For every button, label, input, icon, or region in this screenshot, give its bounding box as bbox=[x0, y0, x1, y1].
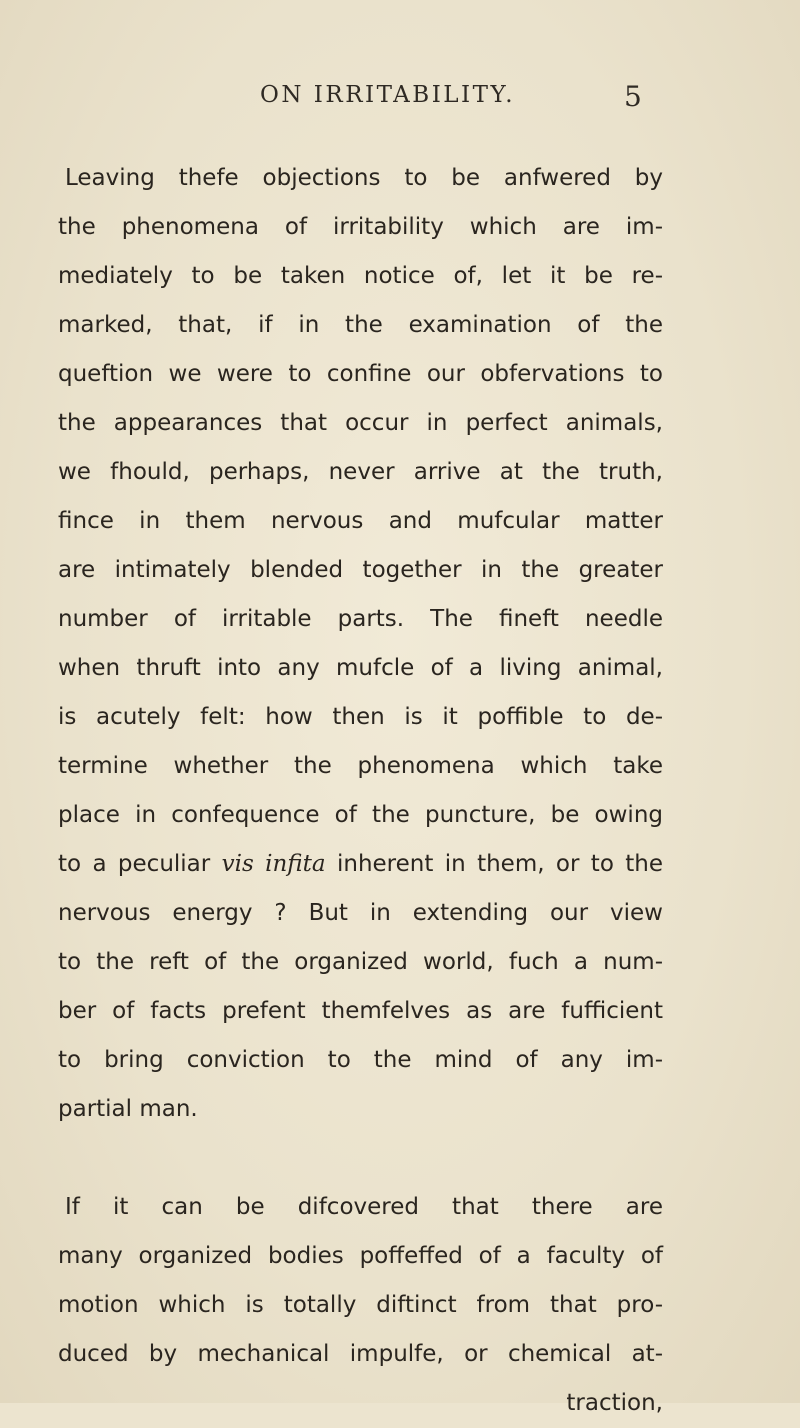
text-line: queftion we were to confine our obfervations to bbox=[58, 361, 663, 387]
text-line: termine whether the phenomena which take bbox=[58, 753, 663, 779]
text-fragment: inherent in them, or to the bbox=[325, 851, 664, 877]
text-line: to the reft of the organized world, fuch a num- bbox=[58, 949, 663, 975]
text-fragment: to a peculiar bbox=[58, 851, 222, 877]
text-line-with-latin bbox=[58, 840, 663, 889]
paragraph-2 bbox=[58, 1183, 663, 1428]
latin-phrase: vis infita bbox=[221, 851, 326, 877]
text-line: motion which is totally diftinct from that pro- bbox=[58, 1292, 663, 1318]
text-line: partial man. bbox=[58, 1096, 198, 1122]
text-line: If it can be difcovered that there are bbox=[65, 1194, 663, 1220]
text-line: duced by mechanical impulfe, or chemical at- bbox=[58, 1341, 663, 1367]
text-line: place in confequence of the puncture, be owing bbox=[58, 802, 663, 828]
body-text bbox=[58, 154, 663, 1428]
text-line: the appearances that occur in perfect animals, bbox=[58, 410, 663, 436]
text-line: the phenomena of irritability which are im- bbox=[58, 214, 663, 240]
page-header bbox=[0, 82, 800, 122]
text-line: mediately to be taken notice of, let it be re- bbox=[58, 263, 663, 289]
text-line: Leaving thefe objections to be anfwered by bbox=[65, 165, 663, 191]
catchword: traction, bbox=[566, 1390, 663, 1416]
text-line: marked, that, if in the examination of the bbox=[58, 312, 663, 338]
paragraph-1 bbox=[58, 154, 663, 1134]
text-line: are intimately blended together in the greater bbox=[58, 557, 663, 583]
text-line: ber of facts prefent themfelves as are fufficient bbox=[58, 998, 663, 1024]
page-number: 5 bbox=[624, 80, 642, 113]
text-line: when thruft into any mufcle of a living animal, bbox=[58, 655, 663, 681]
text-line: number of irritable parts. The fineft needle bbox=[58, 606, 663, 632]
text-line: to bring conviction to the mind of any im- bbox=[58, 1047, 663, 1073]
text-line: nervous energy ? But in extending our view bbox=[58, 900, 663, 926]
running-head: ON IRRITABILITY. bbox=[260, 82, 516, 108]
text-line: fince in them nervous and mufcular matter bbox=[58, 508, 663, 534]
text-line: is acutely felt: how then is it poffible to de- bbox=[58, 704, 663, 730]
text-line: we fhould, perhaps, never arrive at the truth, bbox=[58, 459, 663, 485]
text-line: many organized bodies poffeffed of a faculty of bbox=[58, 1243, 663, 1269]
paragraph-gap bbox=[58, 1134, 663, 1183]
